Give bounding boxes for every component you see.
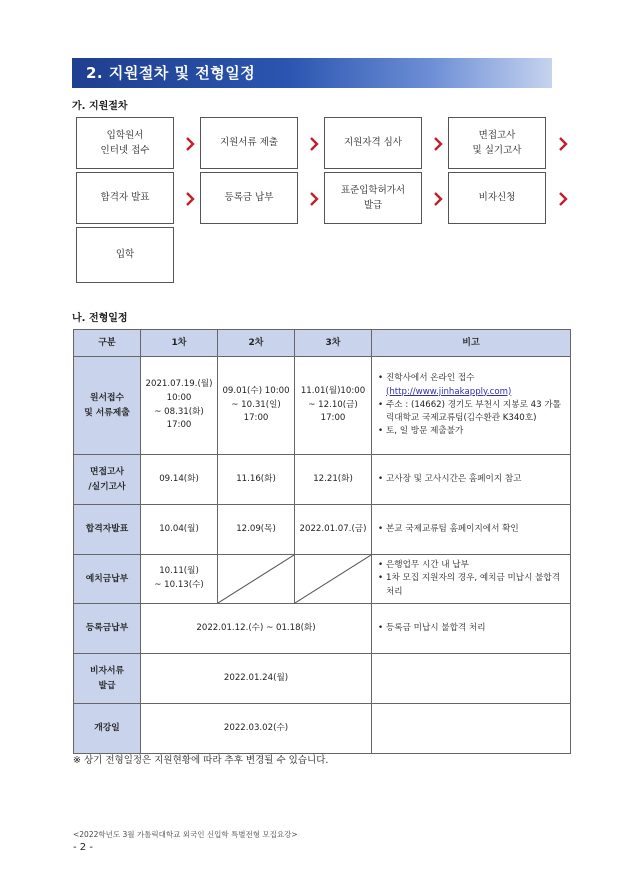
cell-round-1: 09.14(화) (141, 455, 218, 505)
cell-round-2-not-applicable (218, 555, 295, 604)
note-tuition-failure: • 등록금 미납시 불합격 처리 (386, 622, 566, 635)
cell-round-1: 10.11(월) ~ 10.13(수) (141, 555, 218, 604)
arrow-right-icon (308, 192, 320, 206)
cell-remarks (372, 505, 571, 555)
cell-merged-date: 2022.01.24(월) (141, 654, 372, 704)
table-row (74, 555, 571, 604)
step-admission-certificate (324, 172, 422, 224)
section-title: 2. 지원절차 및 전형일정 (86, 64, 256, 82)
arrow-right-icon (432, 137, 444, 151)
arrow-right-icon (184, 137, 196, 151)
step-label: 등록금 납부 (224, 192, 274, 204)
header-round-3: 3차 (295, 330, 372, 357)
note-text: 진학사에서 온라인 접수 (386, 373, 475, 384)
schedule-table (73, 329, 571, 754)
step-qualification-review (324, 117, 422, 169)
step-label: 비자신청 (478, 192, 516, 204)
cell-merged-date: 2022.01.12.(수) ~ 01.18(화) (141, 604, 372, 654)
document-footer-title: <2022학년도 3월 가톨릭대학교 외국인 신입학 특별전형 모집요강> (73, 830, 298, 839)
table-row (74, 505, 571, 555)
section-title-banner (72, 58, 552, 88)
cell-remarks-empty (372, 654, 571, 704)
step-label: 표준입학허가서 발급 (340, 184, 406, 211)
cell-round-3-not-applicable (295, 555, 372, 604)
row-label-visa-documents: 비자서류 발급 (74, 654, 141, 704)
step-enrollment (76, 227, 174, 283)
step-online-application (76, 117, 174, 169)
step-tuition-payment (200, 172, 298, 224)
arrow-right-icon (432, 192, 444, 206)
table-row (74, 455, 571, 505)
note-deposit-failure: • 1차 모집 지원자의 경우, 예치금 미납시 불합격 처리 (386, 572, 566, 599)
header-remarks: 비고 (372, 330, 571, 357)
cell-merged-date: 2022.03.02(수) (141, 704, 372, 754)
arrow-right-icon (184, 192, 196, 206)
note-no-weekend-visit: • 토, 일 방문 제출불가 (386, 425, 566, 438)
header-category: 구분 (74, 330, 141, 357)
procedure-heading: 가. 지원절차 (72, 101, 128, 112)
arrow-right-icon (557, 137, 569, 151)
step-label: 면접고사 및 실기고사 (472, 129, 522, 156)
row-label-application: 원서접수 및 서류제출 (74, 357, 141, 455)
step-label: 입학원서 인터넷 접수 (100, 129, 150, 156)
cell-remarks-empty (372, 704, 571, 754)
cell-round-3: 11.01(월)10:00 ~ 12.10(금) 17:00 (295, 357, 372, 455)
arrow-right-icon (308, 137, 320, 151)
cell-round-3: 12.21(화) (295, 455, 372, 505)
cell-remarks (372, 555, 571, 604)
note-interview-info: • 고사장 및 고사시간은 홈페이지 참고 (386, 473, 566, 486)
cell-round-2: 11.16(화) (218, 455, 295, 505)
table-header-row (74, 330, 571, 357)
step-interview (448, 117, 546, 169)
step-admission-result (76, 172, 174, 224)
table-row (74, 654, 571, 704)
row-label-tuition: 등록금납부 (74, 604, 141, 654)
step-label: 입학 (115, 249, 135, 261)
step-document-submission (200, 117, 298, 169)
step-visa-application (448, 172, 546, 224)
table-row (74, 704, 571, 754)
schedule-heading: 나. 전형일정 (72, 313, 128, 324)
header-round-2: 2차 (218, 330, 295, 357)
cell-round-1: 2021.07.19.(월) 10:00 ~ 08.31(화) 17:00 (141, 357, 218, 455)
cell-remarks (372, 357, 571, 455)
cell-round-2: 12.09(목) (218, 505, 295, 555)
step-label: 합격자 발표 (100, 192, 150, 204)
cell-remarks (372, 455, 571, 505)
row-label-semester-start: 개강일 (74, 704, 141, 754)
row-label-deposit: 예치금납부 (74, 555, 141, 604)
table-row (74, 604, 571, 654)
schedule-footnote: ※ 상기 전형일정은 지원현황에 따라 추후 변경될 수 있습니다. (73, 755, 329, 766)
jinhak-apply-link[interactable]: (http://www.jinhakapply.com) (386, 386, 512, 397)
cell-round-2: 09.01(수) 10:00 ~ 10.31(일) 17:00 (218, 357, 295, 455)
header-round-1: 1차 (141, 330, 218, 357)
diagonal-slash-icon (218, 555, 294, 603)
note-results-info: • 본교 국제교류팀 홈페이지에서 확인 (386, 523, 566, 536)
diagonal-slash-icon (295, 555, 371, 603)
row-label-results: 합격자발표 (74, 505, 141, 555)
note-bank-hours: • 은행업무 시간 내 납부 (386, 559, 566, 572)
page-number: - 2 - (73, 842, 93, 853)
cell-round-1: 10.04(월) (141, 505, 218, 555)
note-online-application (386, 372, 566, 399)
step-label: 지원자격 심사 (343, 137, 403, 149)
cell-remarks (372, 604, 571, 654)
table-row (74, 357, 571, 455)
step-label: 지원서류 제출 (219, 137, 279, 149)
row-label-interview: 면접고사 /실기고사 (74, 455, 141, 505)
cell-round-3: 2022.01.07.(금) (295, 505, 372, 555)
note-mailing-address: • 주소 : (14662) 경기도 부천시 지봉로 43 가톨릭대학교 국제교류팀(김수환관 K340호) (386, 399, 566, 426)
arrow-right-icon (557, 192, 569, 206)
